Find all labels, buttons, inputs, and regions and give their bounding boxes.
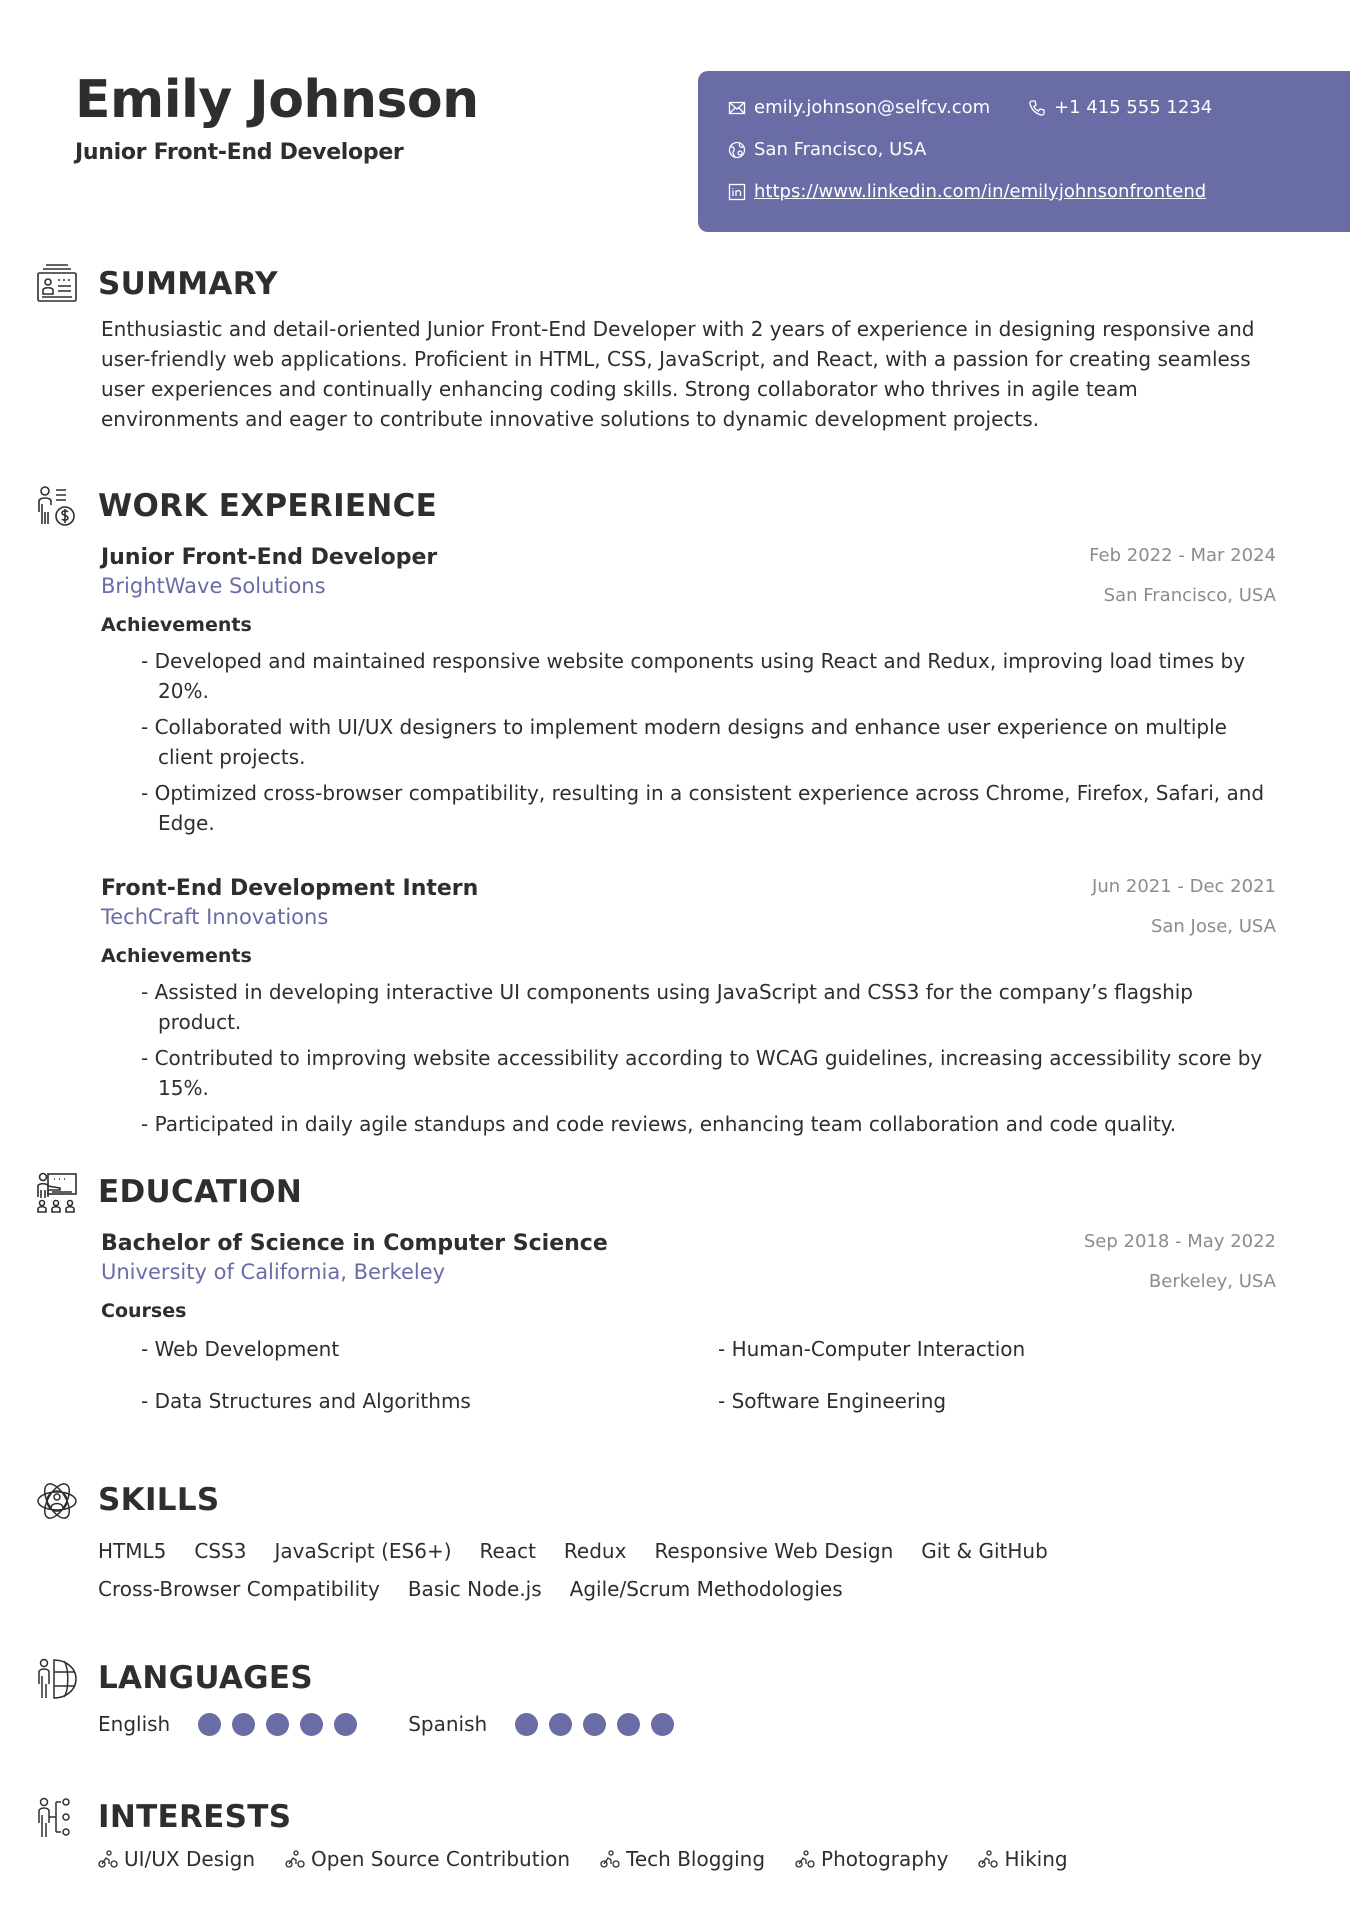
atom-person-icon	[36, 1480, 78, 1522]
location-text: San Francisco, USA	[754, 139, 927, 160]
education-heading: EDUCATION	[98, 1174, 303, 1210]
degree-name: Bachelor of Science in Computer Science	[101, 1231, 608, 1256]
envelope-icon	[728, 99, 746, 117]
language-item	[408, 1712, 685, 1736]
contact-email[interactable]	[728, 97, 990, 118]
linkedin-link[interactable]: https://www.linkedin.com/in/emilyjohnsonfrontend	[754, 181, 1207, 202]
languages-heading: LANGUAGES	[98, 1660, 313, 1696]
skill-item: Cross-Browser Compatibility	[98, 1577, 380, 1601]
education-dates: Sep 2018 - May 2022	[1083, 1231, 1276, 1252]
skill-item: CSS3	[194, 1539, 247, 1563]
school-name: University of California, Berkeley	[101, 1260, 446, 1284]
course-item: - Web Development	[141, 1337, 340, 1361]
achievement-item: - Contributed to improving website accessibility according to WCAG guidelines, increasing accessibility score by 15%.	[141, 1046, 1263, 1100]
languages-list	[98, 1712, 725, 1736]
job-company: TechCraft Innovations	[101, 905, 329, 929]
resume-header	[0, 0, 1350, 240]
achievements-list	[101, 977, 1276, 1139]
summary-text: Enthusiastic and detail-oriented Junior Front-End Developer with 2 years of experience in designing responsive and user-friendly web applications. Proficient in HTML, CSS, JavaScript, and React, with a passion for creating seamless user experiences and continually enhancing coding skills. Strong collaborator who thrives in agile team environments and eager to contribute innovative solutions to dynamic development projects.	[101, 317, 1255, 431]
interest-label: Tech Blogging	[626, 1847, 766, 1871]
phone-text: +1 415 555 1234	[1054, 97, 1213, 118]
interest-label: UI/UX Design	[124, 1847, 256, 1871]
courses-list	[101, 1334, 1276, 1416]
contact-location	[728, 139, 926, 160]
interest-label: Hiking	[1004, 1847, 1068, 1871]
interest-item	[600, 1847, 765, 1871]
interests-heading: INTERESTS	[98, 1799, 292, 1835]
achievements-label: Achievements	[101, 945, 252, 967]
job-role: Junior Front-End Developer	[101, 545, 438, 570]
proficiency-dot	[651, 1713, 674, 1736]
interest-label: Photography	[821, 1847, 949, 1871]
skills-list	[98, 1536, 1198, 1604]
language-item	[98, 1712, 368, 1736]
skill-item: Git & GitHub	[921, 1539, 1048, 1563]
linkedin-icon	[728, 183, 746, 201]
job-location: San Jose, USA	[1150, 916, 1276, 937]
courses-label: Courses	[101, 1300, 187, 1322]
cyclist-icon	[795, 1849, 815, 1869]
proficiency-dot	[515, 1713, 538, 1736]
proficiency-dot	[583, 1713, 606, 1736]
contact-panel	[698, 71, 1350, 232]
interests-list	[98, 1847, 1068, 1871]
language-name: English	[98, 1712, 171, 1736]
interest-item	[285, 1847, 570, 1871]
job-dates: Feb 2022 - Mar 2024	[1089, 545, 1276, 566]
achievement-item: - Optimized cross-browser compatibility, resulting in a consistent experience across Chrome, Firefox, Safari, and Edge.	[141, 781, 1265, 835]
achievement-item: - Assisted in developing interactive UI components using JavaScript and CSS3 for the company’s flagship product.	[141, 980, 1194, 1034]
skill-item: React	[479, 1539, 536, 1563]
interest-label: Open Source Contribution	[311, 1847, 571, 1871]
job-dates: Jun 2021 - Dec 2021	[1092, 876, 1276, 897]
skill-item: Redux	[563, 1539, 627, 1563]
job-entry	[101, 545, 1276, 844]
cyclist-icon	[600, 1849, 620, 1869]
skill-item: Responsive Web Design	[654, 1539, 894, 1563]
skills-heading: SKILLS	[98, 1482, 220, 1518]
skill-item: HTML5	[98, 1539, 167, 1563]
cyclist-icon	[98, 1849, 118, 1869]
job-company: BrightWave Solutions	[101, 574, 326, 598]
worker-salary-icon	[36, 486, 78, 528]
contact-phone[interactable]	[1028, 97, 1212, 118]
contact-linkedin[interactable]	[728, 181, 1206, 202]
job-entry	[101, 876, 1276, 1145]
course-item: - Software Engineering	[718, 1389, 947, 1413]
course-item: - Data Structures and Algorithms	[141, 1389, 471, 1413]
proficiency-dot	[334, 1713, 357, 1736]
phone-icon	[1028, 99, 1046, 117]
experience-heading: WORK EXPERIENCE	[98, 488, 438, 524]
achievement-item: - Collaborated with UI/UX designers to implement modern designs and enhance user experience on multiple client projects.	[141, 715, 1227, 769]
proficiency-dot	[300, 1713, 323, 1736]
teacher-classroom-icon	[36, 1172, 78, 1214]
skill-item: Agile/Scrum Methodologies	[569, 1577, 843, 1601]
skill-item: JavaScript (ES6+)	[274, 1539, 452, 1563]
proficiency-dot	[198, 1713, 221, 1736]
person-globe-icon	[36, 1658, 78, 1700]
job-role: Front-End Development Intern	[101, 876, 479, 901]
job-location: San Francisco, USA	[1103, 585, 1276, 606]
profile-card-icon	[36, 262, 78, 304]
education-location: Berkeley, USA	[1148, 1271, 1276, 1292]
proficiency-dot	[266, 1713, 289, 1736]
education-entry	[101, 1231, 1276, 1416]
cyclist-icon	[978, 1849, 998, 1869]
email-text: emily.johnson@selfcv.com	[754, 97, 991, 118]
person-options-icon	[36, 1797, 78, 1839]
skill-item: Basic Node.js	[407, 1577, 542, 1601]
achievements-list	[101, 646, 1276, 838]
achievement-item: - Participated in daily agile standups and code reviews, enhancing team collaboration and code quality.	[141, 1112, 1177, 1136]
interest-item	[978, 1847, 1067, 1871]
cyclist-icon	[285, 1849, 305, 1869]
summary-heading: SUMMARY	[98, 266, 278, 302]
globe-location-icon	[728, 141, 746, 159]
achievements-label: Achievements	[101, 614, 252, 636]
candidate-name: Emily Johnson	[75, 70, 479, 130]
interest-item	[98, 1847, 255, 1871]
course-item: - Human-Computer Interaction	[718, 1337, 1026, 1361]
candidate-title: Junior Front-End Developer	[75, 140, 404, 165]
achievement-item: - Developed and maintained responsive website components using React and Redux, improving load times by 20%.	[141, 649, 1246, 703]
proficiency-dot	[617, 1713, 640, 1736]
interest-item	[795, 1847, 948, 1871]
proficiency-dot	[232, 1713, 255, 1736]
proficiency-dot	[549, 1713, 572, 1736]
language-name: Spanish	[408, 1712, 488, 1736]
